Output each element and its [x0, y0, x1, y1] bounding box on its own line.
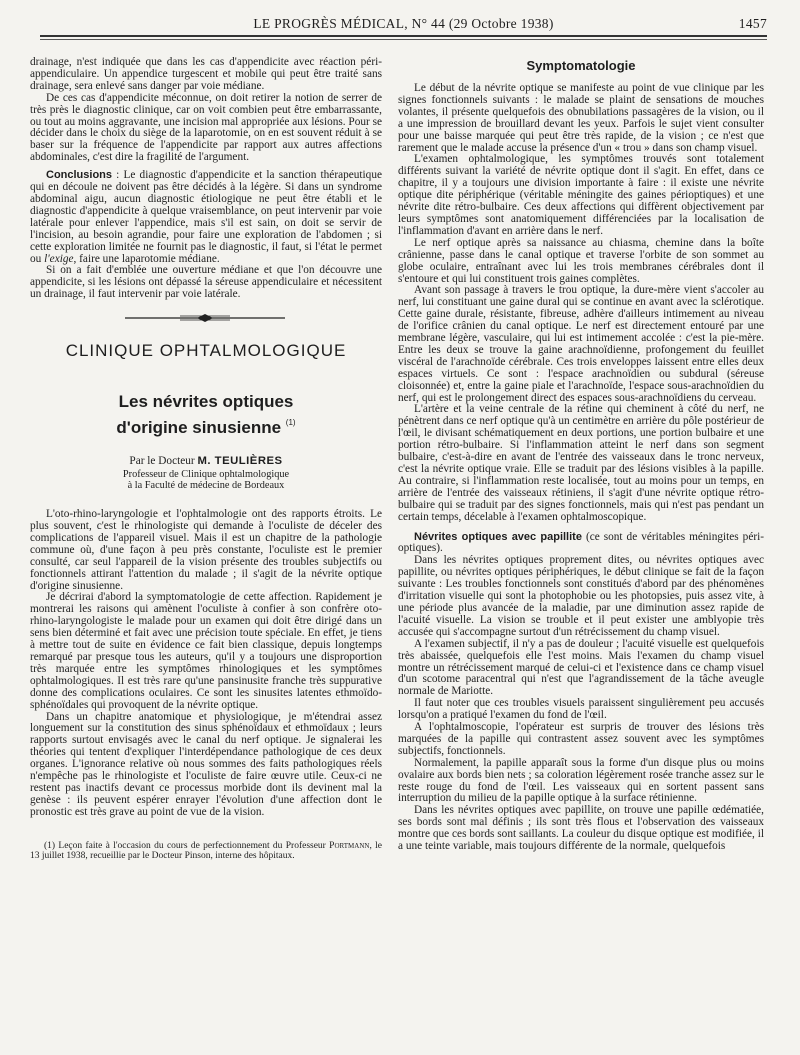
section-heading: Symptomatologie	[526, 58, 636, 73]
byline-prefix: Par le Docteur	[129, 455, 198, 468]
paragraph: drainage, n'est indiquée que dans les cas d'appendicite avec réaction péri-appendiculaire. Un appendice turgescent et mobile qui peut être traité sans drainage, sera enlevé sans danger par voie médiane.	[30, 56, 382, 92]
paragraph: Il faut noter que ces troubles visuels paraissent singulièrement peu accusés lorsqu'on a pratiqué l'examen du fond de l'œil.	[398, 697, 764, 722]
paragraph: Normalement, la papille apparaît sous la forme d'un disque plus ou moins ovalaire aux bords bien nets ; sa coloration légèrement rosée tranche assez sur le reste rouge du fond de l'œil. Les vaisseaux qui en sortent passent sans interruption du milieu de la papille optique à la surface rétinienne.	[398, 756, 764, 805]
header-rule	[40, 35, 767, 37]
footnote-name: Portmann	[329, 840, 370, 851]
subheading-paragraph	[398, 532, 764, 556]
footnote-text-end: , le 13 juillet 1938, recueillie par le Docteur Pinson, interne des hôpitaux.	[30, 840, 382, 862]
paragraph: L'examen ophtalmologique, les symptômes trouvés sont totalement différents suivant la variété de névrite optique dont il s'agit. En effet, dans ce chapitre, il y a toujours une division importante à faire : il existe une névrite optique dite périphérique (véritable méningite des gaines périoptiques) et une névrite dite rétro-bulbaire. Ces deux affections qui diffèrent objectivement par leurs symptômes sont anatomiquement différenciées par la localisation de l'inflammation d'avant en arrière dans le nerf.	[398, 153, 764, 237]
footnote	[30, 841, 382, 862]
author-affiliation	[30, 469, 382, 491]
left-column	[30, 57, 382, 862]
section-heading: CLINIQUE OPHTALMOLOGIQUE	[65, 341, 347, 361]
paragraph: Je décrirai d'abord la symptomatologie de cette affection. Rapidement je montrerai les raisons qui amènent l'oculiste à confier à son confrère oto-rhino-laryngologiste le malade pour un examen qui doit être dirigé dans un sens bien déterminé et fait avec une précision toute spéciale. En effet, je tiens à mettre tout de suite en évidence ce fait bien classique, depuis longtemps remarqué par presque tous les auteurs, qu'il y a toujours une disproportion très marquée entre les symptômes rhinologiques et les symptômes ophtalmologiques. Il est très rare qu'une pansinusite franche très suppurative donne des complications oculaires. Ce sont les sinusites latentes ethmoïdo-sphénoïdales qui provoquent de la névrite optique.	[30, 591, 382, 711]
ornament-icon	[125, 313, 285, 323]
running-title: LE PROGRÈS MÉDICAL, N° 44 (29 Octobre 1938)	[253, 16, 554, 31]
emphasis: l'exige	[44, 252, 74, 265]
byline	[30, 455, 382, 467]
paragraph: Si on a fait d'emblée une ouverture médiane et que l'on découvre une appendicite, si les lésions ont dépassé la séreuse appendiculaire et nécessitent un drainage, il faut intervenir par voie latérale.	[30, 264, 382, 301]
paragraph: A l'examen subjectif, il n'y a pas de douleur ; l'acuité visuelle est quelquefois très abaissée, quelquefois elle l'est moins. Mais l'examen du champ visuel montre un rétrécissement marqué de celui-ci et l'existence dans ce champ visuel d'un scotome paracentral qui n'est que l'agrandissement de la tâche aveugle normale de Mariotte.	[398, 637, 764, 698]
conclusions-paragraph	[30, 170, 382, 265]
paragraph: Dans un chapitre anatomique et physiologique, je m'étendrai assez longuement sur la constitution des sinus sphénoïdaux et ethmoïdaux ; leurs rapports surtout envisagés avec le canal du nerf optique. Je signalerai les théories qui tentent d'expliquer l'interdépendance pathologique de ces deux organes. L'ignorance relative où nous sommes des faits pathologiques réels n'empêche pas le rhinologiste et l'oculiste de faire œuvre utile. Ceux-ci ne restent pas inactifs devant ce processus morbide dont ils devinent mal la genèse : ils peuvent espérer enrayer l'évolution d'une affection dont le pronostic est très grave au point de vue de la vision.	[30, 710, 382, 818]
paragraph: L'oto-rhino-laryngologie et l'ophtalmologie ont des rapports étroits. Le plus souvent, c'est le rhinologiste qui demande à l'oculiste de déceler des complications de l'appareil visuel. Mais il est un chapitre de la pathologie commune où, d'une façon à peu près constante, l'oculiste est le premier consulté, car seul l'appareil de la vision présente des troubles subjectifs ou fonctionnels attirant l'attention du malade ; il s'agit de la névrite optique d'origine sinusienne.	[30, 508, 382, 592]
article-title-line: Les névrites optiques	[118, 392, 294, 412]
header-rule-thin	[40, 39, 767, 40]
affiliation-line: à la Faculté de médecine de Bordeaux	[127, 480, 285, 492]
conclusions-text-end: , faire une laparotomie médiane.	[73, 252, 220, 265]
ornamental-divider	[30, 301, 382, 337]
page-number: 1457	[738, 16, 767, 31]
paragraph: Le début de la névrite optique se manifeste au point de vue clinique par les signes fonctionnels suivants : le malade se plaint de sensations de mouches volantes, il présente quelquefois des obnubilations passagères de la vision, ou il a une impression de brouillard devant les yeux. Parfois le sujet vient consulter pour une baisse marquée qui peut être très rapide, de la vision ; ce n'est que rarement que le malade accuse la présence d'un « trou » dans son champ visuel.	[398, 82, 764, 154]
subheading-note: (ce sont de véritables méningites péri-optiques).	[398, 530, 764, 555]
footnote-text: (1) Leçon faite à l'occasion du cours de perfectionnement du Professeur	[44, 840, 330, 851]
article-title	[30, 391, 382, 438]
paragraph: Avant son passage à travers le trou optique, la dure-mère vient s'accoler au nerf, lui constituant une gaine dural qui se continue en avant avec la sclérotique. Cette gaine durale, résistante, fibreuse, adhère d'ailleurs intimement au niveau de l'orifice crânien du canal optique. Le nerf est directement entouré par une membrane légère, vasculaire, qui lui est intimement accolée : c'est la pie-mère. Entre les deux se trouve la gaine arachnoïdienne, profongement du feuillet viscéral de l'arachnoïde cérébrale. Ces trois enveloppes laissent entre elles deux espaces virtuels. Ce sont : l'espace arachnoïdien ou subdural (séreuse cloisonnée) et, entre la gaine piale et l'arachnoïde, l'espace sous-arachnoïdien du nerf, qui est le prolongement direct des espaces sous-arachnoïdiens du cerveau.	[398, 284, 764, 404]
conclusions-text: : Le diagnostic d'appendicite et la sanction thérapeutique qui en découle ne doivent pas être décidés à la légère. Si dans un syndrome abdominal aigu, aucun diagnostic étiologique ne peut être établi et le diagnostic d'appendicite à quelque vraisemblance, on peut intervenir par voie latérale pour enlever l'appendice, mais s'il est sain, on doit se servir de l'incision, au besoin agrandie, pour faire une exploration de l'abdomen ; si cette exploration limitée ne fournit pas le diagnostic, il faut, si l'état le permet ou	[30, 169, 382, 265]
footnote-ref: (1)	[285, 418, 296, 428]
subheading: Névrites optiques avec papillite	[414, 530, 582, 543]
article-title-line: d'origine sinusienne	[116, 418, 282, 438]
paragraph: Dans les névrites optiques avec papillite, on trouve une papille œdématiée, ses bords sont mal définis ; ils sont très flous et l'observation des vaisseaux montre que ces bords sont saillants. La couleur du disque optique est modifiée, il a une teinte variable, mais toujours différente de la normale, quelquefois	[398, 804, 764, 853]
paragraph: L'artère et la veine centrale de la rétine qui cheminent à côté du nerf, ne pénètrent dans ce nerf optique qu'à un centimètre en arrière du pôle postérieur de l'œil, le divisant schématiquement en deux portions, une portion bulbaire et une portion rétro-bulbaire. Si l'inflammation atteint le nerf dans son segment bulbaire, c'est-à-dire en avant de l'entrée des vaisseaux dans le tronc nerveux, c'est la névrite optique vraie. Elle se traduit par des lésions visibles à la papille. Au contraire, si l'inflammation reste localisée, tout au moins pour un temps, en arrière de l'entrée des vaisseaux rétiniens, il s'agit d'une névrite optique rétro-bulbaire qui se traduit par des signes fonctionnels, mais qui n'est pas pendant un certain temps, décelable à l'examen ophtalmoscopique.	[398, 403, 764, 523]
paragraph: Le nerf optique après sa naissance au chiasma, chemine dans la boîte crânienne, passe dans le canal optique et traverse l'orbite de son sommet au globe oculaire, entraînant avec lui les trois membranes cérébrales dont il s'entoure et qui lui constituent trois gaines complètes.	[398, 236, 764, 285]
paragraph: A l'ophtalmoscopie, l'opérateur est surpris de trouver des lésions très marquées de la papille qui contrastent assez souvent avec les symptômes subjectifs, fonctionnels.	[398, 721, 764, 757]
conclusions-label: Conclusions	[46, 169, 113, 182]
affiliation-line: Professeur de Clinique ophtalmologique	[122, 469, 290, 481]
paragraph: Dans les névrites optiques proprement dites, ou névrites optiques avec papillite, ou névrites optiques périphériques, le début clinique se fait de la façon suivante : Les troubles fonctionnels sont constitués d'abord par des phénomènes d'irritation visuelle qui sont la photophobie ou les photopsies, puis assez vite, à une période plus avancée de la maladie, par une diminution assez rapide de l'acuité visuelle. La vision se trouble et il peut exister une amblyopie très accusée qui s'accompagne surtout d'un rétrécissement du champ visuel.	[398, 554, 764, 638]
right-column	[398, 58, 764, 853]
author-name: M. TEULIÈRES	[197, 455, 283, 468]
paragraph: De ces cas d'appendicite méconnue, on doit retirer la notion de serrer de très près le diagnostic clinique, car on voit combien peut être embarrassante, ou tout au moins aggravante, une incision mal appropriée aux lésions. Pour se décider dans le choix du siège de la laparotomie, on en est souvent réduit à se baser sur la fréquence de l'appendicite par rapport aux autres affections abdominales, c'est dire la fragilité de l'argument.	[30, 91, 383, 164]
